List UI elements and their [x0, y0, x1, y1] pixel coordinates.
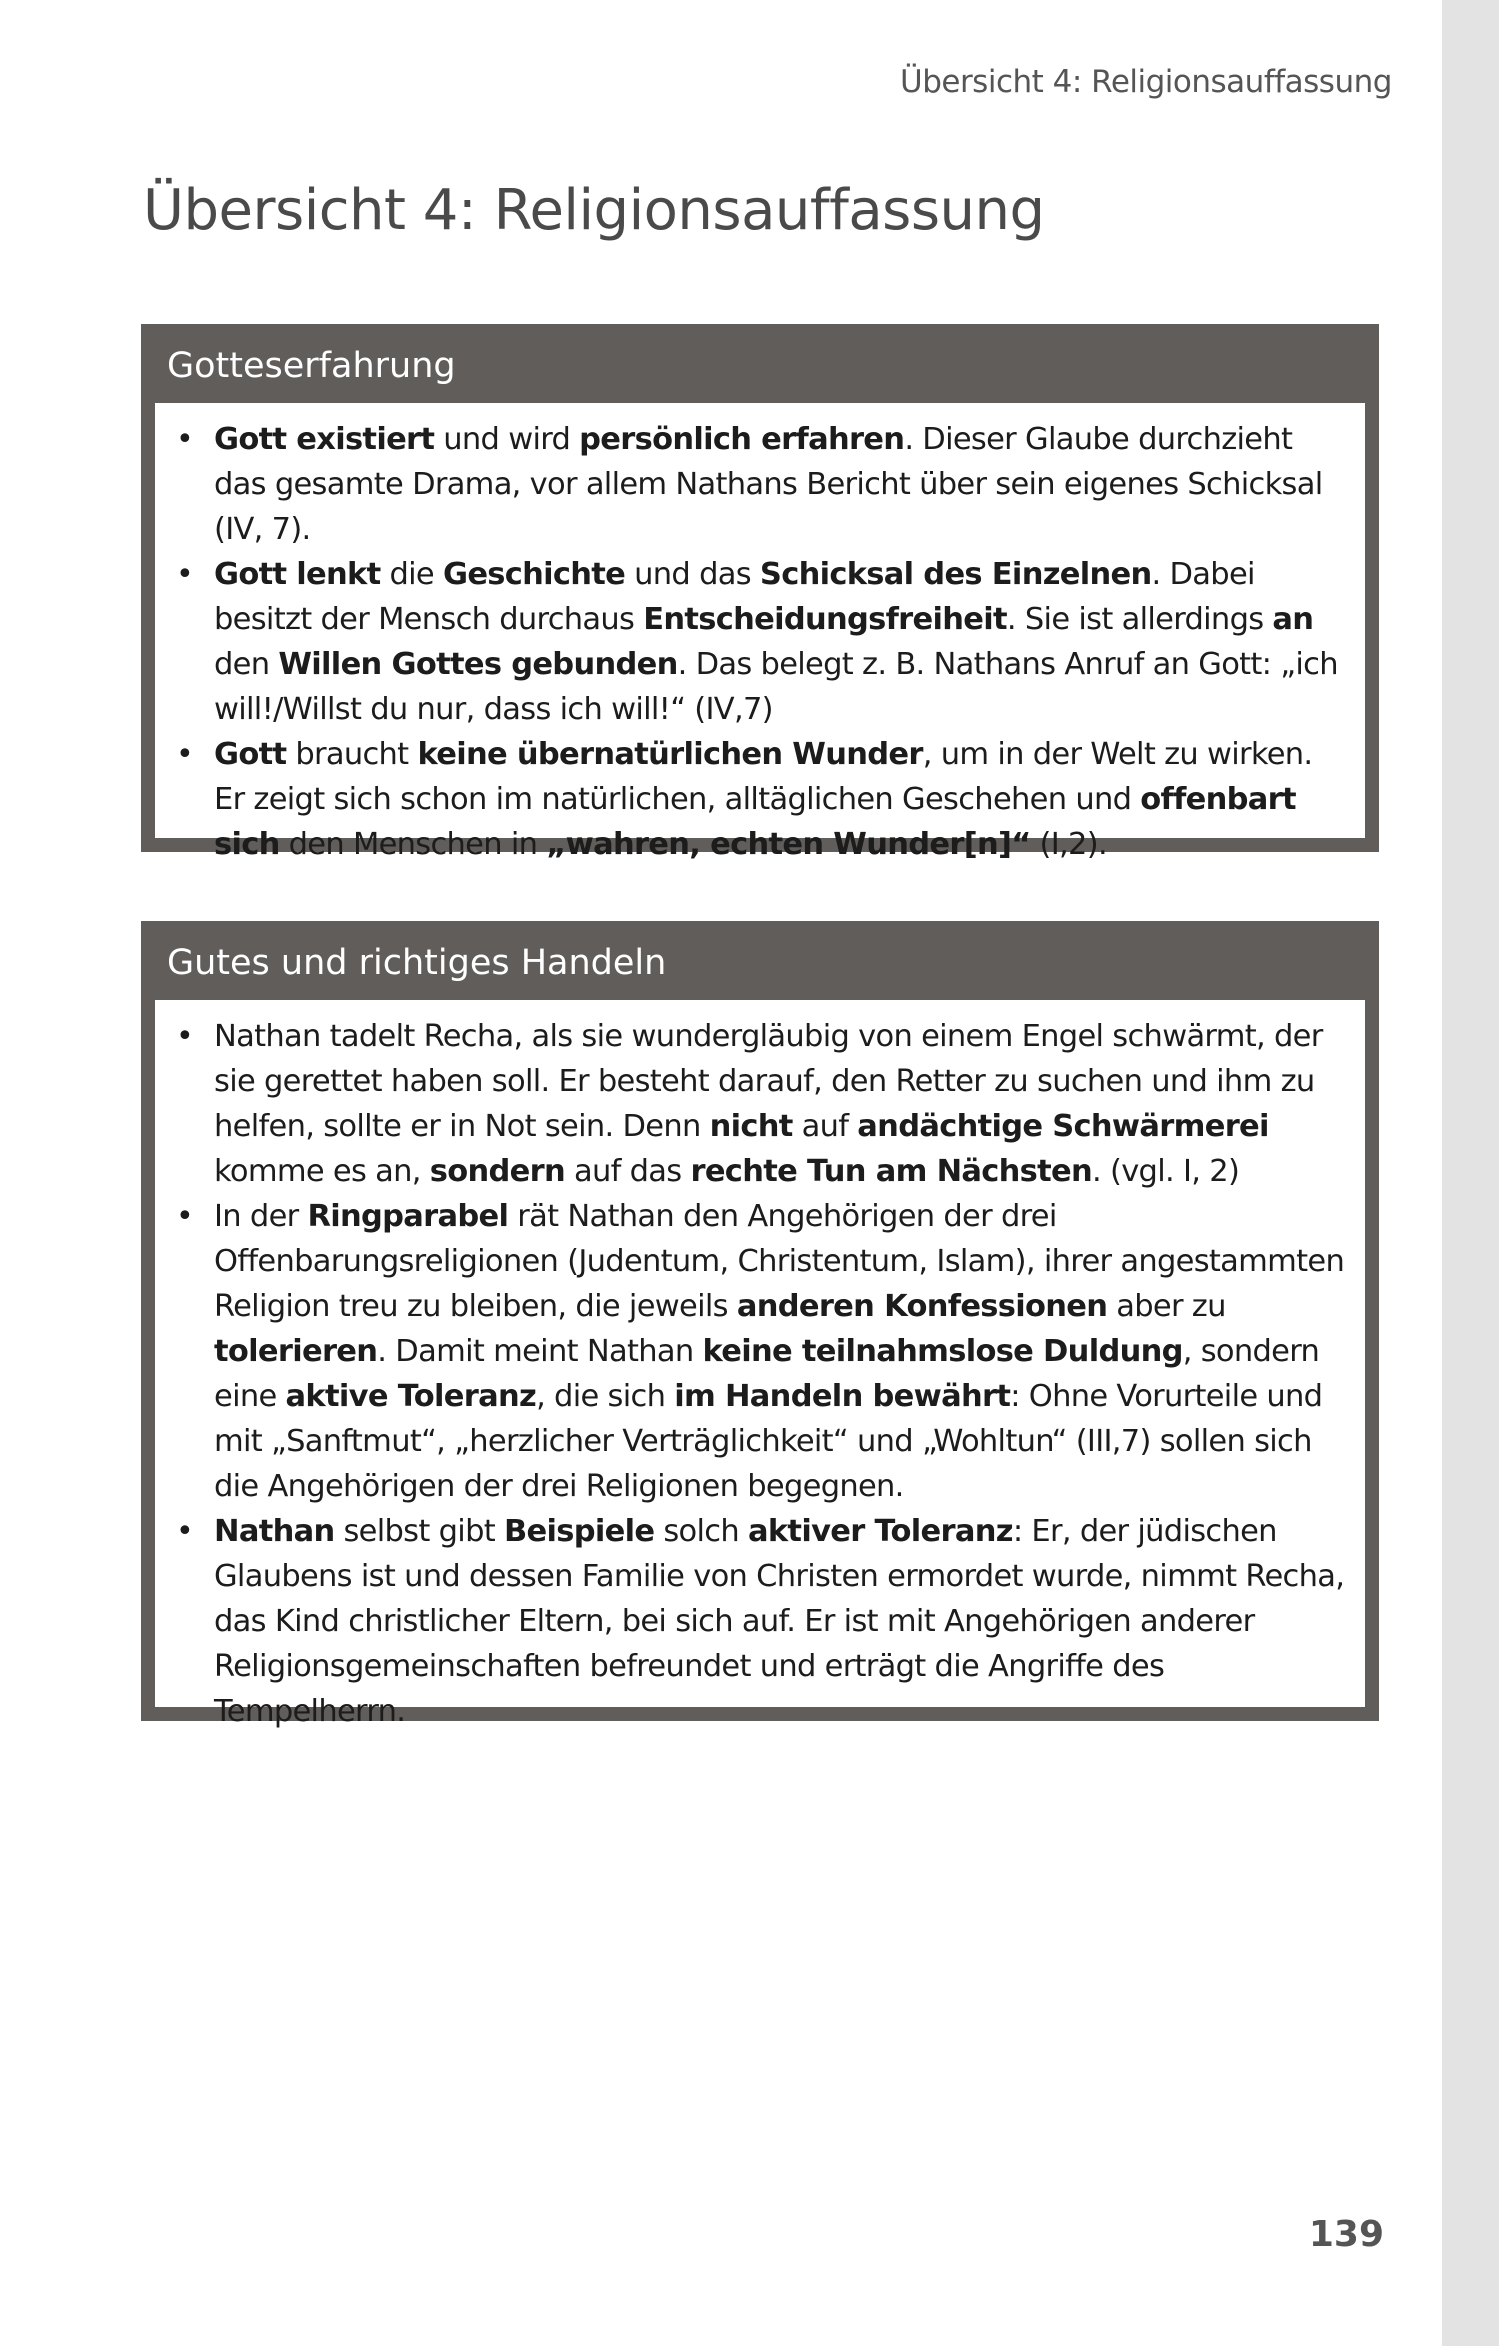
body-text: In der: [214, 1199, 308, 1234]
bold-text: Nathan: [214, 1514, 335, 1549]
body-text: komme es an,: [214, 1154, 430, 1189]
bold-text: nicht: [709, 1109, 793, 1144]
bold-text: anderen Konfessionen: [736, 1289, 1108, 1324]
body-text: solch: [654, 1514, 748, 1549]
body-text: : Er, der jüdischen Glaubens ist und dessen Familie von Christen ermordet wurde, nimmt Recha, das Kind christlicher Eltern, bei sich auf. Er ist mit Angehörigen anderer Religionsgemeinschaften befreundet und erträgt die Angriffe des Tempelherrn.: [214, 1514, 1345, 1729]
body-text: aber zu: [1107, 1289, 1226, 1324]
body-text: , um in der Welt zu wirken. Er zeigt sich schon im natürlichen, alltäglichen Geschehen und: [214, 737, 1313, 817]
body-text: selbst gibt: [334, 1514, 504, 1549]
bold-text: offenbart sich: [214, 782, 1296, 862]
bold-text: im Handeln bewährt: [674, 1379, 1011, 1414]
bold-text: Willen Gottes gebunden: [278, 647, 678, 682]
body-text: . Dabei besitzt der Mensch durchaus: [214, 557, 1255, 637]
bold-text: keine teilnahmslose Duldung: [702, 1334, 1183, 1369]
bullet-list: [172, 1014, 1351, 1734]
bold-text: sondern: [429, 1154, 565, 1189]
body-text: , die sich: [536, 1379, 675, 1414]
body-text: rät Nathan den Angehörigen der drei Offenbarungsreligionen (Judentum, Christentum, Islam), ihrer angestammten Religion treu zu bleiben, die jeweils: [214, 1199, 1345, 1324]
body-text: auf das: [564, 1154, 691, 1189]
body-text: Nathan tadelt Recha, als sie wundergläubig von einem Engel schwärmt, der sie gerettet haben soll. Er besteht darauf, den Retter zu suchen und ihm zu helfen, sollte er in Not sein. Denn: [214, 1019, 1323, 1144]
bold-text: andächtige Schwärmerei: [857, 1109, 1269, 1144]
body-text: . Dieser Glaube durchzieht das gesamte Drama, vor allem Nathans Bericht über sein eigenes Schicksal (IV, 7).: [214, 422, 1323, 547]
bold-text: keine übernatürlichen Wunder: [417, 737, 923, 772]
list-item: [172, 1509, 1351, 1734]
list-item: [172, 732, 1351, 867]
bold-text: Geschichte: [442, 557, 626, 592]
bold-text: rechte Tun am Nächsten: [690, 1154, 1093, 1189]
bold-text: aktiver Toleranz: [747, 1514, 1013, 1549]
section-content: [155, 1000, 1365, 1729]
body-text: den Menschen in: [279, 827, 547, 862]
page-title: Übersicht 4: Religionsauffassung: [143, 178, 1045, 243]
list-item: [172, 552, 1351, 732]
body-text: und wird: [434, 422, 580, 457]
list-item: [172, 1014, 1351, 1194]
body-text: und das: [625, 557, 760, 592]
body-text: die: [380, 557, 443, 592]
bold-text: aktive Toleranz: [285, 1379, 537, 1414]
bold-text: Gott existiert: [214, 422, 435, 457]
body-text: . Das belegt z. B. Nathans Anruf an Gott: „ich will!/Willst du nur, dass ich will!“ (IV,7): [214, 647, 1338, 727]
bold-text: persönlich erfahren: [579, 422, 905, 457]
bold-text: Entscheidungsfreiheit: [643, 602, 1007, 637]
bold-text: Beispiele: [503, 1514, 655, 1549]
bold-text: an: [1272, 602, 1314, 637]
running-header: Übersicht 4: Religionsauffassung: [900, 64, 1392, 100]
body-text: braucht: [286, 737, 418, 772]
section-gutes-handeln: [141, 921, 1379, 1729]
body-text: (I,2).: [1030, 827, 1107, 862]
body-text: den: [214, 647, 279, 682]
bold-text: tolerieren: [214, 1334, 378, 1369]
body-text: auf: [792, 1109, 858, 1144]
bold-text: „wahren, echten Wunder[n]“: [546, 827, 1031, 862]
bold-text: Gott lenkt: [214, 557, 381, 592]
body-text: . (vgl. I, 2): [1092, 1154, 1240, 1189]
section-gotteserfahrung: [141, 324, 1379, 862]
body-text: . Damit meint Nathan: [377, 1334, 703, 1369]
bullet-list: [172, 417, 1351, 867]
section-title: Gutes und richtiges Handeln: [167, 943, 667, 983]
body-text: . Sie ist allerdings: [1006, 602, 1273, 637]
bold-text: Schicksal des Einzelnen: [759, 557, 1152, 592]
section-title: Gotteserfahrung: [167, 346, 456, 386]
bold-text: Gott: [214, 737, 287, 772]
list-item: [172, 417, 1351, 552]
list-item: [172, 1194, 1351, 1509]
body-text: : Ohne Vorurteile und mit „Sanftmut“, „herzlicher Verträglichkeit“ und „Wohltun“ (III,7) sollen sich die Angehörigen der drei Religionen begegnen.: [214, 1379, 1323, 1504]
bold-text: Ringparabel: [307, 1199, 509, 1234]
side-margin-strip: [1442, 0, 1499, 2346]
page-number: 139: [1308, 2214, 1384, 2255]
section-content: [155, 403, 1365, 862]
body-text: , sondern eine: [214, 1334, 1320, 1414]
